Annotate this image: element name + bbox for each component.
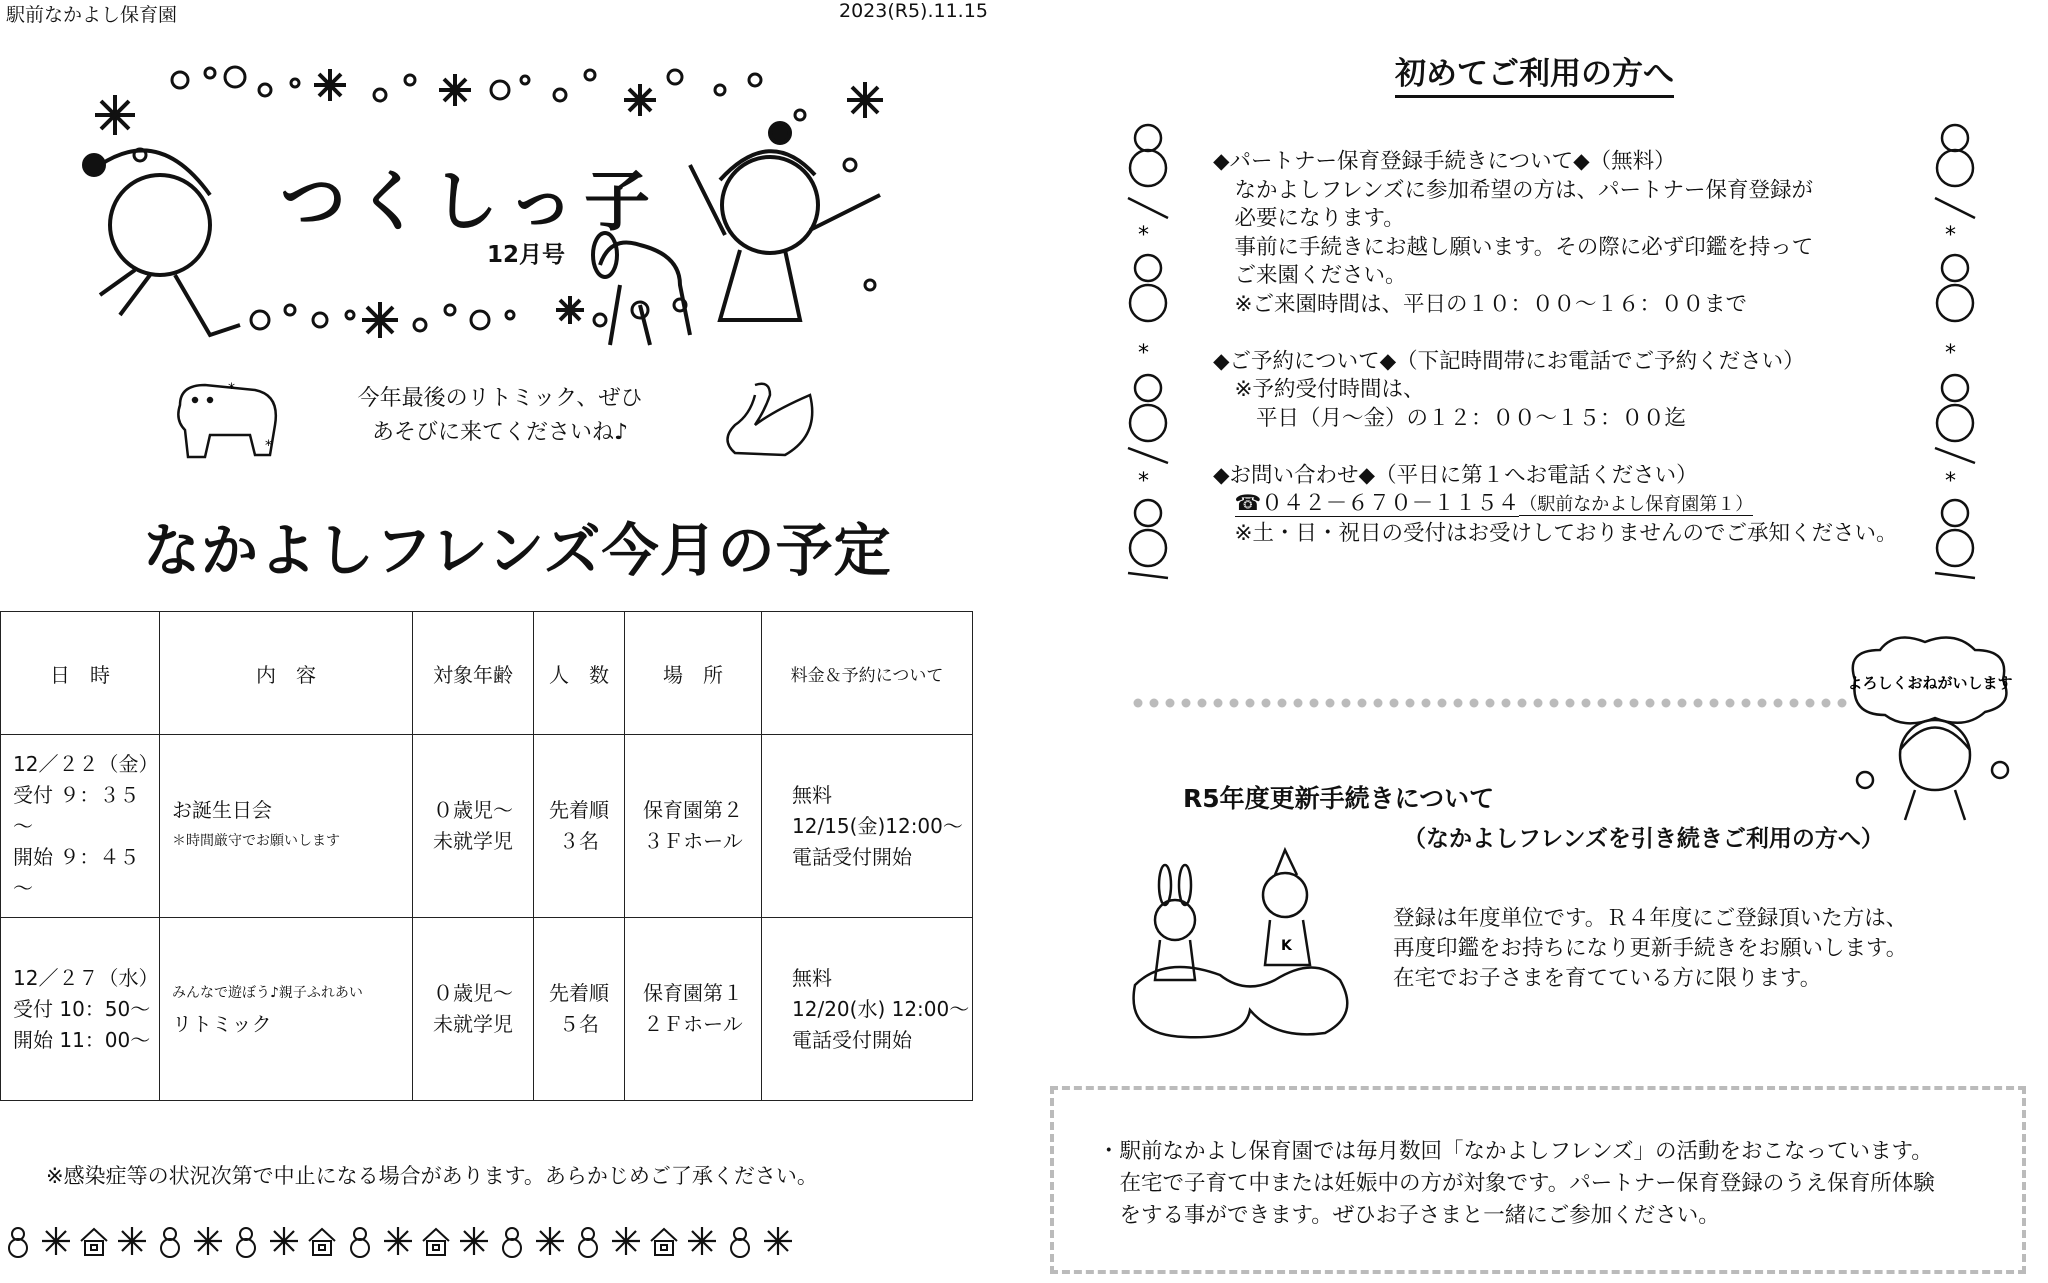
divider-dot xyxy=(1310,699,1319,708)
column-header-fee: 料金＆予約について xyxy=(762,612,973,735)
newsletter-message xyxy=(300,382,700,450)
divider-dot xyxy=(1150,699,1159,708)
reception-time: 受付 ９：３５～ xyxy=(13,782,140,838)
svg-text:*: * xyxy=(1945,341,1956,366)
info-line: 事前に手続きにお越し願います。その際に必ず印鑑を持って xyxy=(1213,234,1814,260)
renewal-heading: R5年度更新手続きについて xyxy=(1183,784,1495,813)
divider-dot xyxy=(1806,699,1815,708)
snowman-icon xyxy=(570,1223,606,1259)
phone-number[interactable]: ☎０４２－６７０－１１５４ xyxy=(1234,491,1520,516)
info-line: ◆ご予約について◆（下記時間帯にお電話でご予約ください） xyxy=(1213,348,1805,374)
divider-dot xyxy=(1614,699,1623,708)
divider-dot xyxy=(1294,699,1303,708)
fee-cell xyxy=(762,735,973,918)
divider-dot xyxy=(1534,699,1543,708)
greeting-illustration xyxy=(1835,630,2025,820)
divider-dot xyxy=(1822,699,1831,708)
divider-dot xyxy=(1678,699,1687,708)
content-cell xyxy=(160,735,413,918)
capacity-rule: 先着順 xyxy=(549,981,609,1005)
snowflake-icon xyxy=(532,1223,568,1259)
divider-dot xyxy=(1742,699,1751,708)
divider-dot xyxy=(1454,699,1463,708)
rabbit-bear-illustration xyxy=(1125,865,1355,1040)
snowman-icon xyxy=(722,1223,758,1259)
reservation-method: 電話受付開始 xyxy=(792,844,912,869)
phone-row xyxy=(1213,490,1898,520)
issue-date: 2023(R5).11.15 xyxy=(839,0,988,22)
svg-text:*: * xyxy=(1945,223,1956,248)
divider-dot xyxy=(1326,699,1335,708)
renewal-line: 登録は年度単位です。Ｒ４年度にご登録頂いた方は、 xyxy=(1393,906,1908,931)
table-row xyxy=(1,735,973,918)
renewal-line: 再度印鑑をお持ちになり更新手続きをお願いします。 xyxy=(1393,936,1908,961)
snowflake-icon xyxy=(266,1223,302,1259)
place-cell xyxy=(625,918,762,1101)
schedule-heading: なかよしフレンズ今月の予定 xyxy=(143,518,892,584)
capacity-count: ５名 xyxy=(559,1012,599,1036)
svg-text:*: * xyxy=(228,381,235,397)
place-building: 保育園第１ xyxy=(643,981,743,1005)
divider-dot xyxy=(1262,699,1271,708)
event-date: 12／２２（金） xyxy=(13,751,159,776)
greeting-badge-text: よろしくおねがいします xyxy=(1847,674,2013,692)
snowflake-icon xyxy=(38,1223,74,1259)
snowflake-icon xyxy=(608,1223,644,1259)
capacity-rule: 先着順 xyxy=(549,798,609,822)
bear-icon xyxy=(170,375,285,465)
svg-text:*: * xyxy=(1138,223,1149,248)
snowman-column-right xyxy=(1925,118,1985,588)
first-time-heading: 初めてご利用の方へ xyxy=(1395,48,1674,98)
info-box-text xyxy=(1098,1136,1935,1232)
divider-dot xyxy=(1550,699,1559,708)
closing-note: ※土・日・祝日の受付はお受けしておりませんのでご承知ください。 xyxy=(1213,520,1898,546)
reception-time: 受付 10：50～ xyxy=(13,996,151,1021)
snowflake-icon xyxy=(114,1223,150,1259)
fee: 無料 xyxy=(792,782,832,807)
event-name: お誕生日会 xyxy=(172,798,272,822)
capacity-cell xyxy=(534,918,625,1101)
cancellation-note: ※感染症等の状況次第で中止になる場合があります。あらかじめご了承ください。 xyxy=(46,1164,818,1188)
divider-dot xyxy=(1198,699,1207,708)
divider-dot xyxy=(1790,699,1799,708)
divider-dot xyxy=(1582,699,1591,708)
snowman-icon xyxy=(228,1223,264,1259)
reservation-open: 12/20(水) 12:00～ xyxy=(792,996,970,1021)
divider-dot xyxy=(1182,699,1191,708)
svg-text:*: * xyxy=(1138,469,1149,494)
column-header-content: 内 容 xyxy=(160,612,413,735)
capacity-cell xyxy=(534,735,625,918)
age-from: ０歳児～ xyxy=(433,798,513,822)
divider-dot xyxy=(1758,699,1767,708)
snowflake-icon xyxy=(760,1223,796,1259)
age-to: 未就学児 xyxy=(433,829,513,853)
svg-text:*: * xyxy=(265,438,272,454)
place-room: ３Ｆホール xyxy=(643,829,743,853)
snowman-column-left xyxy=(1118,118,1178,588)
divider-dot xyxy=(1230,699,1239,708)
svg-text:K: K xyxy=(1281,938,1292,954)
event-note: ＊時間厳守でお願いします xyxy=(172,833,340,849)
divider-dot xyxy=(1646,699,1655,708)
info-line xyxy=(1213,433,1898,462)
column-header-datetime: 日 時 xyxy=(1,612,160,735)
place-cell xyxy=(625,735,762,918)
org-name: 駅前なかよし保育園 xyxy=(6,4,178,26)
divider-dot xyxy=(1166,699,1175,708)
divider-dot xyxy=(1438,699,1447,708)
table-header-row xyxy=(1,612,973,735)
info-line: ご来園ください。 xyxy=(1213,263,1407,288)
divider-dot xyxy=(1726,699,1735,708)
divider-dot xyxy=(1470,699,1479,708)
snowman-icon xyxy=(342,1223,378,1259)
info-line: なかよしフレンズに参加希望の方は、パートナー保育登録が xyxy=(1213,177,1813,203)
message-line-1: 今年最後のリトミック、ぜひ xyxy=(357,386,643,411)
column-header-capacity: 人 数 xyxy=(534,612,625,735)
house-icon xyxy=(418,1223,454,1259)
datetime-cell xyxy=(1,735,160,918)
dotted-divider xyxy=(1132,697,1852,709)
swan-icon xyxy=(715,375,825,465)
divider-dot xyxy=(1278,699,1287,708)
snowman-icon xyxy=(152,1223,188,1259)
event-name: リトミック xyxy=(172,1012,272,1036)
divider-dot xyxy=(1422,699,1431,708)
snowflake-icon xyxy=(456,1223,492,1259)
age-cell xyxy=(413,918,534,1101)
age-cell xyxy=(413,735,534,918)
info-line: 平日（月～金）の１２：００～１５：００迄 xyxy=(1213,405,1687,431)
divider-dot xyxy=(1662,699,1671,708)
divider-dot xyxy=(1390,699,1399,708)
table-row xyxy=(1,918,973,1101)
content-cell xyxy=(160,918,413,1101)
divider-dot xyxy=(1246,699,1255,708)
capacity-count: ３名 xyxy=(559,829,599,853)
schedule-table xyxy=(0,611,973,1101)
event-date: 12／２７（水） xyxy=(13,965,159,990)
divider-dot xyxy=(1358,699,1367,708)
divider-dot xyxy=(1406,699,1415,708)
info-line: ◆パートナー保育登録手続きについて◆（無料） xyxy=(1213,149,1676,174)
divider-dot xyxy=(1486,699,1495,708)
info-line xyxy=(1213,319,1898,348)
start-time: 開始 ９：４５～ xyxy=(13,844,140,900)
fee-cell xyxy=(762,918,973,1101)
fee: 無料 xyxy=(792,965,832,990)
house-icon xyxy=(76,1223,112,1259)
info-line: ◆お問い合わせ◆（平日に第１へお電話ください） xyxy=(1213,462,1698,488)
snowflake-icon xyxy=(190,1223,226,1259)
divider-dot xyxy=(1214,699,1223,708)
house-icon xyxy=(646,1223,682,1259)
svg-text:*: * xyxy=(1945,469,1956,494)
newsletter-title: つくしっ子 xyxy=(280,163,660,240)
divider-dot xyxy=(1342,699,1351,708)
snowflake-icon xyxy=(684,1223,720,1259)
snowman-icon xyxy=(494,1223,530,1259)
info-box-line: 在宅で子育て中または妊娠中の方が対象です。パートナー保育登録のうえ保育所体験 xyxy=(1098,1171,1935,1196)
divider-dot xyxy=(1566,699,1575,708)
place-room: ２Ｆホール xyxy=(643,1012,743,1036)
place-building: 保育園第２ xyxy=(643,798,743,822)
column-header-age: 対象年齢 xyxy=(413,612,534,735)
column-header-place: 場 所 xyxy=(625,612,762,735)
message-line-2: あそびに来てくださいね♪ xyxy=(371,420,629,445)
start-time: 開始 11：00～ xyxy=(13,1027,151,1052)
snowflake-icon xyxy=(380,1223,416,1259)
decorative-border xyxy=(0,1218,985,1264)
snowman-icon xyxy=(0,1223,36,1259)
divider-dot xyxy=(1134,699,1143,708)
divider-dot xyxy=(1518,699,1527,708)
issue-label: 12月号 xyxy=(487,242,566,268)
divider-dot xyxy=(1630,699,1639,708)
info-box-line: をする事ができます。ぜひお子さまと一緒にご参加ください。 xyxy=(1098,1203,1720,1228)
divider-dot xyxy=(1774,699,1783,708)
divider-dot xyxy=(1502,699,1511,708)
reservation-method: 電話受付開始 xyxy=(792,1027,912,1052)
info-line: ※ご来園時間は、平日の１０：００～１６：００まで xyxy=(1213,291,1748,317)
age-from: ０歳児～ xyxy=(433,981,513,1005)
divider-dot xyxy=(1374,699,1383,708)
info-line: ※予約受付時間は、 xyxy=(1213,377,1425,402)
svg-text:*: * xyxy=(1138,341,1149,366)
house-icon xyxy=(304,1223,340,1259)
renewal-subheading: （なかよしフレンズを引き続きご利用の方へ） xyxy=(1403,826,1884,852)
divider-dot xyxy=(1598,699,1607,708)
phone-note: （駅前なかよし保育園第１） xyxy=(1519,494,1754,515)
renewal-line: 在宅でお子さまを育てている方に限ります。 xyxy=(1393,966,1822,991)
info-line: 必要になります。 xyxy=(1213,206,1405,231)
divider-dot xyxy=(1694,699,1703,708)
reservation-open: 12/15(金)12:00～ xyxy=(792,813,963,838)
datetime-cell xyxy=(1,918,160,1101)
renewal-body xyxy=(1393,904,1907,994)
divider-dot xyxy=(1710,699,1719,708)
event-subtitle: みんなで遊ぼう♪親子ふれあい xyxy=(172,985,363,1001)
first-time-info xyxy=(1213,148,1898,548)
age-to: 未就学児 xyxy=(433,1012,513,1036)
info-box-line: ・駅前なかよし保育園では毎月数回「なかよしフレンズ」の活動をおこなっています。 xyxy=(1098,1139,1933,1164)
